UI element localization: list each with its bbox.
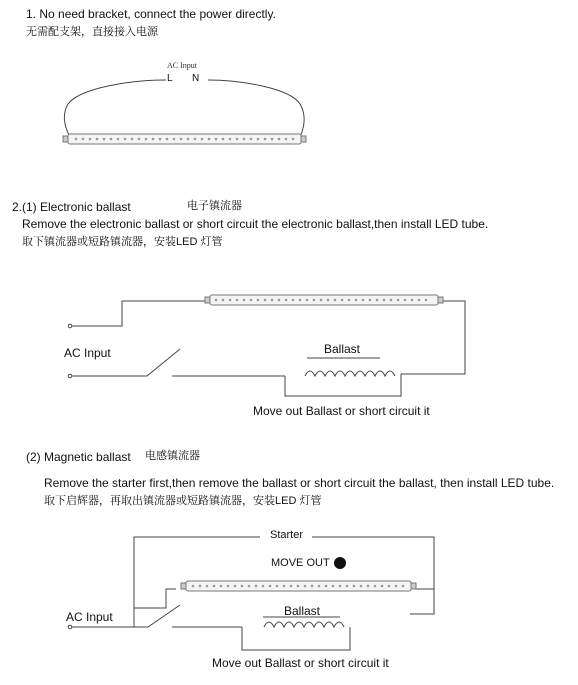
led-dot — [241, 585, 244, 588]
led-dot — [390, 299, 393, 302]
led-dot — [367, 585, 370, 588]
led-dot — [229, 299, 232, 302]
led-dot — [257, 138, 260, 141]
led-dot — [388, 585, 391, 588]
led-dot — [383, 299, 386, 302]
led-dot — [362, 299, 365, 302]
led-dot — [199, 585, 202, 588]
led-dot — [334, 299, 337, 302]
section3-caption: Move out Ballast or short circuit it — [212, 656, 389, 670]
section1-heading-cn: 无需配支架，直接接入电源 — [26, 26, 158, 38]
led-dot — [243, 299, 246, 302]
led-dot — [255, 585, 258, 588]
led-dot — [374, 585, 377, 588]
led-dot — [306, 299, 309, 302]
section3-instruction: Remove the starter first,then remove the ballast or short circuit the ballast, then install LED tube. — [44, 476, 555, 490]
led-dot — [220, 585, 223, 588]
led-dot — [75, 138, 78, 141]
led-dot — [236, 299, 239, 302]
led-dot — [292, 138, 295, 141]
led-dot — [166, 138, 169, 141]
led-dot — [376, 299, 379, 302]
section2-instruction: Remove the electronic ballast or short circuit the electronic ballast,then install LED tube. — [22, 217, 489, 231]
led-dot — [227, 585, 230, 588]
led-dot — [318, 585, 321, 588]
move-out-label: MOVE OUT — [271, 557, 330, 569]
led-dot — [124, 138, 127, 141]
led-tube-2 — [205, 295, 443, 305]
led-dot — [341, 299, 344, 302]
led-dot — [311, 585, 314, 588]
led-dot — [292, 299, 295, 302]
led-dot — [192, 585, 195, 588]
led-dot — [194, 138, 197, 141]
led-dot — [215, 299, 218, 302]
led-dot — [262, 585, 265, 588]
led-dot — [250, 299, 253, 302]
led-dot — [360, 585, 363, 588]
starter-removed-dot — [334, 557, 346, 569]
terminal — [68, 324, 72, 328]
led-dot — [304, 585, 307, 588]
led-dot — [229, 138, 232, 141]
led-dot — [222, 299, 225, 302]
led-dot — [215, 138, 218, 141]
led-dot — [222, 138, 225, 141]
diagram3-wiring — [70, 537, 434, 650]
led-dot — [96, 138, 99, 141]
led-dot — [348, 299, 351, 302]
led-dot — [271, 138, 274, 141]
led-dot — [402, 585, 405, 588]
led-dot — [297, 585, 300, 588]
terminal — [68, 374, 72, 378]
ac-input-label-1: AC Input — [167, 61, 197, 70]
led-dot — [290, 585, 293, 588]
diagram2-wiring — [70, 301, 465, 396]
led-dot — [381, 585, 384, 588]
led-dot — [299, 299, 302, 302]
section2-caption: Move out Ballast or short circuit it — [253, 404, 430, 418]
led-tube-1 — [63, 134, 306, 144]
led-dot — [138, 138, 141, 141]
led-dot — [236, 138, 239, 141]
section2-heading-cn: 电子镇流器 — [187, 200, 242, 212]
led-dot — [206, 585, 209, 588]
led-dot — [283, 585, 286, 588]
section2-heading: 2.(1) Electronic ballast — [12, 200, 131, 214]
led-dot — [285, 138, 288, 141]
led-dot — [327, 299, 330, 302]
led-dot — [213, 585, 216, 588]
led-dot — [276, 585, 279, 588]
section3-heading: (2) Magnetic ballast — [26, 450, 131, 464]
led-dot — [117, 138, 120, 141]
terminal — [68, 625, 72, 629]
led-dot — [278, 138, 281, 141]
led-dot — [271, 299, 274, 302]
section3-heading-cn: 电感镇流器 — [145, 450, 200, 462]
led-dot — [159, 138, 162, 141]
section3-instruction-cn: 取下启辉器，再取出镇流器或短路镇流器，安装LED 灯管 — [44, 495, 322, 507]
led-dot — [201, 138, 204, 141]
ballast-label-3: Ballast — [284, 604, 321, 618]
led-dot — [425, 299, 428, 302]
ballast-label-2: Ballast — [324, 342, 361, 356]
led-dot — [395, 585, 398, 588]
neutral-label: N — [192, 73, 200, 84]
led-dot — [110, 138, 113, 141]
led-dot — [397, 299, 400, 302]
led-dot — [248, 585, 251, 588]
ballast-coil-2 — [305, 371, 395, 376]
ballast-coil-3 — [264, 622, 344, 627]
section1-heading: 1. No need bracket, connect the power directly. — [26, 7, 276, 21]
led-dot — [285, 299, 288, 302]
led-dot — [250, 138, 253, 141]
starter-label: Starter — [270, 529, 304, 541]
led-dot — [269, 585, 272, 588]
led-dot — [332, 585, 335, 588]
led-dot — [369, 299, 372, 302]
led-dot — [234, 585, 237, 588]
live-label: L — [167, 73, 173, 84]
led-dot — [173, 138, 176, 141]
led-dot — [353, 585, 356, 588]
section2-instruction-cn: 取下镇流器或短路镇流器，安装LED 灯管 — [22, 236, 223, 248]
led-dot — [325, 585, 328, 588]
led-dot — [208, 138, 211, 141]
led-dot — [346, 585, 349, 588]
led-dot — [339, 585, 342, 588]
led-dot — [264, 299, 267, 302]
led-dot — [257, 299, 260, 302]
led-dot — [411, 299, 414, 302]
diagram1-wiring — [64, 80, 304, 137]
led-dot — [355, 299, 358, 302]
led-dot — [152, 138, 155, 141]
led-dot — [180, 138, 183, 141]
led-dot — [404, 299, 407, 302]
led-dot — [82, 138, 85, 141]
ac-input-label-2: AC Input — [64, 346, 111, 360]
led-dot — [89, 138, 92, 141]
led-dot — [278, 299, 281, 302]
led-dot — [313, 299, 316, 302]
led-dot — [145, 138, 148, 141]
led-dot — [418, 299, 421, 302]
led-dot — [243, 138, 246, 141]
led-dot — [187, 138, 190, 141]
led-dot — [103, 138, 106, 141]
led-dot — [131, 138, 134, 141]
led-dot — [264, 138, 267, 141]
led-dot — [320, 299, 323, 302]
ac-input-label-3: AC Input — [66, 610, 113, 624]
